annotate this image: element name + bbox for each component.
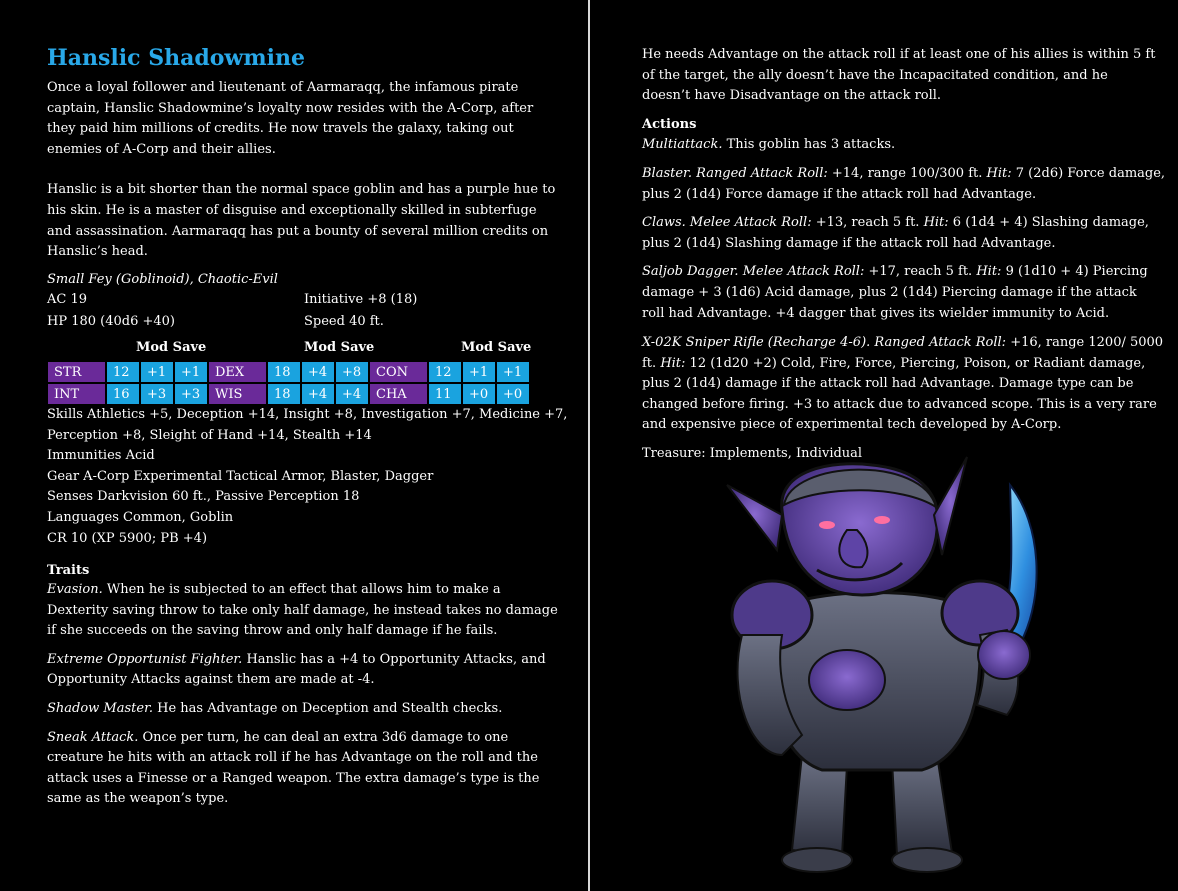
trait-text: creature he hits with an attack roll if he has Advantage on the roll and the (47, 750, 538, 766)
ability-mod: +4 (301, 383, 335, 405)
stat-header: Mod Save (304, 340, 375, 355)
ability-save: +3 (174, 383, 208, 405)
ability-save: +0 (496, 383, 530, 405)
sniper-line: plus 2 (1d4) damage if the attack roll had Advantage. Damage type can be (642, 376, 1134, 392)
ability-mod: +1 (462, 361, 496, 383)
detail-line: Senses Darkvision 60 ft., Passive Perception 18 (47, 489, 360, 505)
stat-header-row (47, 340, 536, 360)
multiattack-text: This goblin has 3 attacks. (722, 137, 896, 152)
detail-line: Languages Common, Goblin (47, 509, 234, 525)
trait-text: same as the weapon’s type. (47, 791, 229, 807)
action-line: roll had Advantage. +4 dagger that gives its wielder immunity to Acid. (642, 305, 1110, 321)
sniper-line: changed before firing. +3 to attack due to advanced scope. This is a very rare (642, 396, 1157, 412)
action-line (642, 164, 1165, 185)
trait (47, 650, 558, 691)
ability-scores-table (47, 361, 530, 405)
description-line: enemies of A-Corp and their allies. (47, 141, 276, 157)
sneak-attack-continued (642, 45, 1155, 107)
action-line: damage + 3 (1d6) Acid damage, plus 2 (1d4) Piercing damage if the attack (642, 284, 1137, 300)
ability-save: +4 (335, 383, 369, 405)
description-line: and assassination. Aarmaraqq has put a bounty of several million credits on (47, 223, 549, 239)
action-rest: 7 (2d6) Force damage, (1011, 166, 1166, 181)
action-name: Saljob Dagger. (642, 264, 739, 280)
sneak-attack-line: of the target, the ally doesn’t have the Incapacitated condition, and he (642, 67, 1108, 83)
ability-mod: +3 (140, 383, 174, 405)
sneak-attack-line: He needs Advantage on the attack roll if at least one of his allies is within 5 ft (642, 47, 1156, 62)
description-line: captain, Hanslic Shadowmine’s loyalty now resides with the A-Corp, after (47, 100, 534, 116)
sniper-rifle-action (642, 333, 1163, 436)
page-divider (588, 0, 590, 891)
action-kind: Ranged Attack Roll: (691, 166, 828, 181)
ability-label: CHA (369, 383, 428, 405)
ability-row (47, 361, 530, 383)
initiative: Initiative +8 (18) (304, 292, 418, 307)
ability-mod: +0 (462, 383, 496, 405)
description-line: they paid him millions of credits. He now travels the galaxy, taking out (47, 121, 514, 137)
trait-text: Dexterity saving throw to take only half damage, he instead takes no damage (47, 602, 558, 618)
trait-line (47, 650, 558, 671)
trait-line (47, 670, 558, 691)
trait-text: When he is subjected to an effect that allows him to make a (102, 582, 501, 597)
action-name: Blaster. (642, 166, 692, 181)
description-line: Once a loyal follower and lieutenant of Aarmaraqq, the infamous pirate (47, 80, 519, 95)
action-hit: Hit: (976, 264, 1002, 280)
action (642, 213, 1165, 254)
ability-score: 18 (267, 361, 301, 383)
type-line: Small Fey (Goblinoid), Chaotic-Evil (47, 272, 278, 287)
ability-row (47, 383, 530, 405)
action-name: Claws. (642, 215, 686, 231)
details-block (47, 405, 567, 549)
trait-line (47, 748, 558, 769)
detail-line: Skills Athletics +5, Deception +14, Insight +8, Investigation +7, Medicine +7, (47, 407, 568, 422)
ability-score: 18 (267, 383, 301, 405)
description-line: his skin. He is a master of disguise and exceptionally skilled in subterfuge (47, 202, 537, 218)
trait-text: Opportunity Attacks against them are made at -4. (47, 672, 375, 688)
ability-label: DEX (208, 361, 267, 383)
trait (47, 580, 558, 642)
actions-heading: Actions (642, 117, 697, 132)
description-line: Hanslic’s head. (47, 244, 148, 260)
action-line: plus 2 (1d4) Force damage if the attack roll had Advantage. (642, 186, 1037, 202)
hp-speed-row (47, 312, 384, 333)
multiattack-name: Multiattack. (642, 137, 723, 152)
trait-name: Shadow Master. (47, 700, 154, 716)
sniper-line: and expensive piece of experimental tech developed by A-Corp. (642, 417, 1062, 433)
sniper-kind: Ranged Attack Roll: (870, 335, 1007, 350)
trait-line (47, 789, 558, 810)
monster-title: Hanslic Shadowmine (47, 45, 305, 71)
ability-save: +8 (335, 361, 369, 383)
trait-line (47, 601, 558, 622)
ability-label: STR (47, 361, 106, 383)
trait-name: Extreme Opportunist Fighter. (47, 651, 243, 667)
action-kind: Melee Attack Roll: (738, 264, 865, 280)
goblin-illustration (722, 455, 1052, 875)
ability-mod: +1 (140, 361, 174, 383)
action-first: +17, reach 5 ft. (864, 264, 977, 280)
description-paragraph (47, 78, 555, 160)
action-rest: 9 (1d10 + 4) Piercing (1001, 264, 1148, 280)
trait-line (47, 580, 558, 601)
action-hit: Hit: (986, 166, 1012, 181)
action-first: +14, range 100/300 ft. (827, 166, 987, 181)
trait-line (47, 728, 558, 749)
action (642, 262, 1165, 324)
actions-list (642, 164, 1165, 324)
sniper-first: +16, range 1200/ 5000 (1006, 335, 1164, 350)
sniper-hit: Hit: (660, 355, 686, 371)
action (642, 164, 1165, 205)
trait (47, 728, 558, 810)
ability-mod: +4 (301, 361, 335, 383)
trait-name: Sneak Attack. (47, 729, 139, 745)
speed: Speed 40 ft. (304, 314, 384, 329)
ability-save: +1 (174, 361, 208, 383)
trait-text: Once per turn, he can deal an extra 3d6 damage to one (138, 729, 509, 745)
monster-description (47, 78, 555, 263)
action-hit: Hit: (923, 215, 949, 231)
action-line: plus 2 (1d4) Slashing damage if the attack roll had Advantage. (642, 235, 1056, 251)
ability-label: INT (47, 383, 106, 405)
ability-score: 16 (106, 383, 140, 405)
ability-save: +1 (496, 361, 530, 383)
detail-line: CR 10 (XP 5900; PB +4) (47, 530, 208, 546)
trait-line (47, 769, 558, 790)
stat-header: Mod Save (136, 340, 207, 355)
action-rest: 6 (1d4 + 4) Slashing damage, (948, 215, 1149, 231)
ability-score: 12 (428, 361, 462, 383)
trait-text: He has Advantage on Deception and Stealth checks. (153, 700, 503, 716)
description-paragraph (47, 180, 555, 262)
ability-score: 12 (106, 361, 140, 383)
trait-line (47, 621, 558, 642)
action-line (642, 213, 1165, 234)
trait-line (47, 699, 558, 720)
ac-initiative-row (47, 290, 417, 311)
sniper-line2-rest: 12 (1d20 +2) Cold, Fire, Force, Piercing, Poison, or Radiant damage, (685, 355, 1146, 371)
action-kind: Melee Attack Roll: (685, 215, 812, 231)
trait-name: Evasion. (47, 582, 103, 597)
detail-line: Perception +8, Sleight of Hand +14, Stealth +14 (47, 427, 372, 443)
ability-score: 11 (428, 383, 462, 405)
ability-label: CON (369, 361, 428, 383)
trait-text: attack uses a Finesse or a Ranged weapon. The extra damage’s type is the (47, 770, 540, 786)
ability-label: WIS (208, 383, 267, 405)
hit-points: HP 180 (40d6 +40) (47, 314, 176, 329)
sniper-name: X-02K Sniper Rifle (Recharge 4-6). (642, 335, 871, 350)
stat-header: Mod Save (461, 340, 532, 355)
treasure: Treasure: Implements, Individual (642, 446, 863, 461)
description-line: Hanslic is a bit shorter than the normal space goblin and has a purple hue to (47, 182, 556, 198)
detail-line: Gear A-Corp Experimental Tactical Armor, Blaster, Dagger (47, 468, 434, 484)
multiattack (642, 135, 895, 156)
trait-text: if she succeeds on the saving throw and only half damage if he fails. (47, 623, 498, 639)
armor-class: AC 19 (47, 292, 88, 307)
action-line (642, 262, 1165, 283)
sneak-attack-line: doesn’t have Disadvantage on the attack roll. (642, 88, 942, 104)
action-first: +13, reach 5 ft. (811, 215, 924, 231)
traits-heading: Traits (47, 563, 90, 578)
trait-text: Hanslic has a +4 to Opportunity Attacks, and (242, 651, 546, 667)
sniper-line2-pre: ft. (642, 355, 661, 371)
trait (47, 699, 558, 720)
detail-line: Immunities Acid (47, 448, 155, 464)
traits-list (47, 580, 558, 810)
